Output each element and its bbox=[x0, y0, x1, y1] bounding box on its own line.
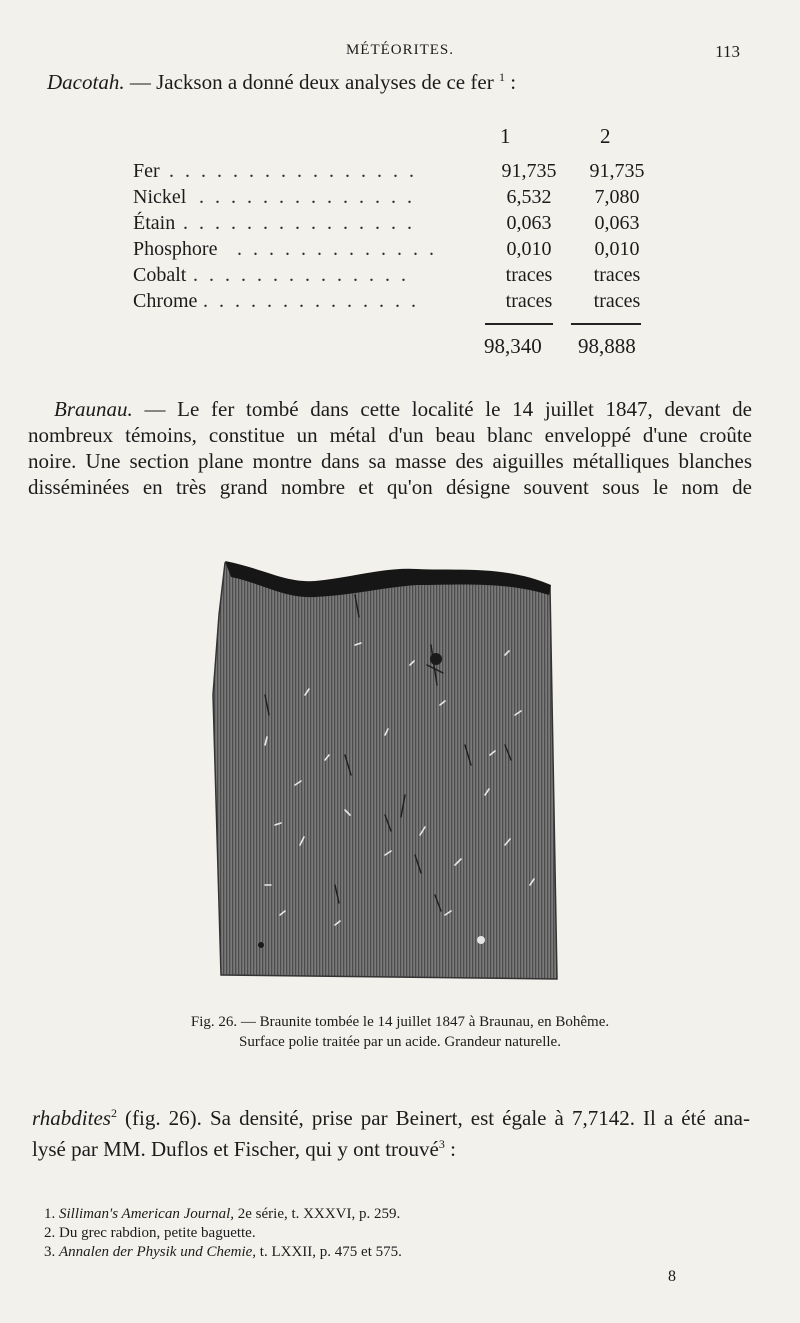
footnote-3 bbox=[44, 1244, 402, 1261]
continuation-line-1 bbox=[32, 1100, 750, 1131]
figure-caption-line-2: Surface polie traitée par un acide. Grandeur naturelle. bbox=[239, 1034, 561, 1050]
row-value-2: 91,735 bbox=[589, 160, 645, 182]
total-2: 98,888 bbox=[578, 334, 636, 358]
row-value-1: traces bbox=[505, 290, 553, 312]
row-value-1: 6,532 bbox=[506, 186, 552, 208]
nodule bbox=[430, 653, 442, 665]
figure-caption-line-1: Fig. 26. — Braunite tombée le 14 juillet 1847 à Braunau, en Bohême. bbox=[190, 1014, 610, 1030]
continuation-paragraph bbox=[32, 1100, 750, 1162]
dacotah-intro bbox=[47, 70, 516, 95]
footnote-text: t. LXXII, p. 475 et 575. bbox=[256, 1244, 402, 1260]
row-label: Étain bbox=[133, 212, 176, 234]
running-title: MÉTÉORITES. bbox=[345, 42, 455, 58]
table-row bbox=[133, 212, 643, 238]
continuation-line-2-text: lysé par MM. Duflos et Fischer, qui y ont trouvé bbox=[32, 1137, 439, 1161]
braunau-line-1 bbox=[28, 396, 752, 422]
footnote-number: 1. bbox=[44, 1206, 56, 1222]
row-value-2: traces bbox=[593, 290, 641, 312]
footnote-title: Silliman's American Journal, bbox=[59, 1206, 235, 1222]
column-header-2: 2 bbox=[600, 124, 611, 148]
total-1: 98,340 bbox=[484, 334, 542, 358]
footnote-1 bbox=[44, 1206, 400, 1223]
row-value-1: traces bbox=[505, 264, 553, 286]
row-value-1: 0,063 bbox=[506, 212, 552, 234]
meteorite-body bbox=[213, 563, 557, 979]
braunite-figure bbox=[205, 555, 565, 985]
braunau-name: Braunau. bbox=[54, 397, 133, 421]
table-row bbox=[133, 290, 643, 316]
row-label: Phosphore bbox=[133, 238, 218, 260]
row-label: Fer bbox=[133, 160, 160, 182]
footnote-text: 2e série, t. XXXVI, p. 259. bbox=[234, 1206, 401, 1222]
leader-dots: . . . . . . . . . . . . . . bbox=[193, 264, 409, 286]
rhabdites-word: rhabdites bbox=[32, 1106, 111, 1130]
row-value-1: 91,735 bbox=[501, 160, 557, 182]
dacotah-colon: : bbox=[504, 70, 517, 94]
braunau-line-4: disséminées en très grand nombre et qu'on désigne souvent sous le nom de bbox=[28, 475, 752, 499]
row-value-1: 0,010 bbox=[506, 238, 552, 260]
footnote-title: Annalen der Physik und Chemie, bbox=[59, 1244, 257, 1260]
footnote-ref-2: 2 bbox=[110, 1106, 117, 1120]
row-label: Nickel bbox=[133, 186, 187, 208]
white-spot bbox=[477, 936, 485, 944]
row-value-2: traces bbox=[593, 264, 641, 286]
braunau-line-2: nombreux témoins, constitue un métal d'un beau blanc enveloppé d'une croûte bbox=[28, 423, 752, 447]
table-row bbox=[133, 238, 643, 264]
row-label: Cobalt bbox=[133, 264, 187, 286]
footnote-ref-1: 1 bbox=[498, 70, 505, 84]
leader-dots: . . . . . . . . . . . . . . . bbox=[183, 212, 415, 234]
table-row bbox=[133, 160, 643, 186]
sum-rule-2 bbox=[571, 323, 641, 325]
leader-dots: . . . . . . . . . . . . . bbox=[237, 238, 437, 260]
table-row bbox=[133, 264, 643, 290]
footnote-ref-3: 3 bbox=[438, 1137, 445, 1151]
leader-dots: . . . . . . . . . . . . . . . . bbox=[169, 160, 417, 182]
continuation-line-1-text: (fig. 26). Sa densité, prise par Beinert, est égale à 7,7142. Il a été ana- bbox=[116, 1106, 750, 1130]
dacotah-intro-text: — Jackson a donné deux analyses de ce fer bbox=[124, 70, 494, 94]
page-number: 113 bbox=[715, 42, 740, 61]
dark-spot bbox=[258, 942, 264, 948]
leader-dots: . . . . . . . . . . . . . . bbox=[203, 290, 419, 312]
braunau-paragraph bbox=[28, 396, 752, 500]
footnote-text: Du grec rabdion, petite baguette. bbox=[55, 1225, 256, 1241]
footnote-2 bbox=[44, 1225, 256, 1242]
row-value-2: 0,063 bbox=[594, 212, 640, 234]
braunau-line-3: noire. Une section plane montre dans sa masse des aiguilles métalliques blanches bbox=[28, 449, 752, 473]
continuation-line-2 bbox=[32, 1131, 750, 1162]
continuation-line-2-end: : bbox=[444, 1137, 456, 1161]
table-row bbox=[133, 186, 643, 212]
row-label: Chrome bbox=[133, 290, 198, 312]
dacotah-name: Dacotah. bbox=[47, 70, 125, 94]
footnote-number: 2. bbox=[44, 1225, 56, 1241]
leader-dots: . . . . . . . . . . . . . . bbox=[199, 186, 415, 208]
signature-mark: 8 bbox=[668, 1268, 676, 1285]
sum-rule-1 bbox=[485, 323, 553, 325]
braunau-line-1-text: — Le fer tombé dans cette localité le 14 juillet 1847, devant de bbox=[132, 397, 752, 421]
column-header-1: 1 bbox=[500, 124, 511, 148]
footnote-number: 3. bbox=[44, 1244, 56, 1260]
row-value-2: 7,080 bbox=[594, 186, 640, 208]
row-value-2: 0,010 bbox=[594, 238, 640, 260]
